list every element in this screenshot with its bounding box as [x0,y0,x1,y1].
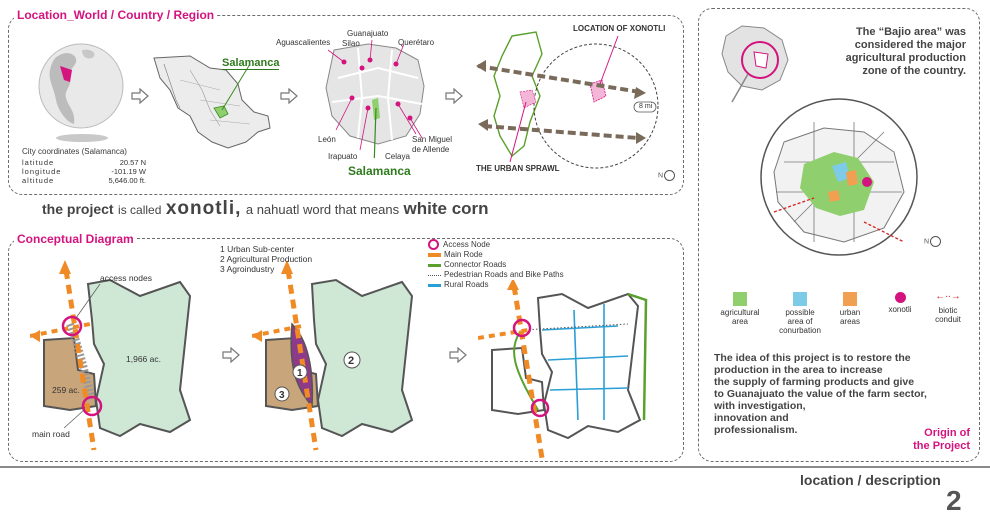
bajio-text [800,26,966,78]
headline-part4: a nahuatl word that means [245,202,400,217]
label-queretaro: Querétaro [398,38,435,47]
label-san-miguel-line1: San Miguel [412,135,453,144]
footer-divider [0,466,990,468]
page-number: 2 [946,485,962,516]
zone-2-number: 2 [348,355,355,367]
label-aguascalientes: Aguascalientes [276,38,331,47]
label-san-miguel [412,135,452,155]
legend-row: Rural Roads [428,280,564,290]
concept-diagram-2 [252,260,422,460]
legend-row: Main Rode [428,250,564,260]
headline-part1: the project [42,201,114,217]
coord-row: longitude -101.19 W [22,167,146,176]
country-salamanca-label: Salamanca [222,57,280,69]
location-of-xonotli-label: LOCATION OF XONOTLI [573,24,666,33]
bajio-line: The “Bajio area” was [855,26,966,38]
zone-1-number: 1 [297,368,303,379]
arrow-right-icon [445,88,463,104]
agricultural-swatch [733,292,747,306]
label-leon: León [318,135,336,144]
idea-line: professionalism. [714,424,798,436]
label-celaya: Celaya [385,152,410,161]
urban-sprawl-label: THE URBAN SPRAWL [476,164,560,173]
access-nodes-label: access nodes [100,273,152,283]
arrow-right-icon [449,347,467,363]
legend-conurbation: possible area of conurbation [772,292,828,335]
idea-text [714,352,976,436]
bajio-line: agricultural production [845,52,966,64]
region-salamanca-label: Salamanca [348,164,411,178]
distance-label: 8 mi [639,103,653,110]
zone-3-number: 3 [279,390,285,401]
bajio-line: zone of the country. [862,65,966,77]
globe-graphic [36,40,126,144]
arrow-right-icon [222,347,240,363]
globe-shadow [56,134,108,142]
area-large-label: 1,966 ac. [126,354,161,364]
coord-row: latitude 20.57 N [22,158,146,167]
zones-list [220,244,312,274]
label-guanajuato: Guanajuato [347,29,389,38]
headline-part2: is called [118,203,162,217]
coord-row: altitude 5,646.00 ft. [22,176,146,185]
connector-road-swatch [428,264,441,267]
idea-line: the supply of farming products and give [714,376,915,388]
legend-urban: urban areas [822,292,878,326]
legend-biotic: ←∙∙→ biotic conduit [920,292,976,324]
footer-text: location / description [800,472,941,488]
legend-row: Pedestrian Roads and Bike Paths [428,270,564,280]
biotic-conduit-arrow-icon: ←∙∙→ [935,291,961,302]
legend-xonotli: xonotli [872,292,928,314]
headline [42,198,489,220]
coords-title: City coordinates (Salamanca) [22,147,127,156]
legend-agricultural: agricultural area [712,292,768,326]
conurbation-swatch [793,292,807,306]
main-road-swatch [428,253,441,257]
idea-line: The idea of this project is to restore the [714,352,911,364]
label-san-miguel-line2: de Allende [412,145,450,154]
bajio-line: considered the major [854,39,966,51]
bajio-region-map [754,92,924,262]
north-arrow-icon: N [658,170,675,181]
coords-table [22,158,146,185]
idea-line: to Guanajuato the value of the farm sector, [714,388,927,400]
access-node-icon [428,239,439,250]
label-irapuato: Irapuato [328,152,358,161]
rural-road-swatch [428,284,441,287]
legend-row: Access Node [428,239,564,250]
headline-part3: xonotli, [165,198,242,219]
north-arrow-icon: N [924,236,941,247]
idea-line: with investigation, [714,400,806,412]
zone-item: 2 Agricultural Production [220,254,313,264]
conceptual-title: Conceptual Diagram [14,232,137,246]
area-small-label: 259 ac. [52,385,80,395]
legend-row: Connector Roads [428,260,564,270]
zone-item: 3 Agroindustry [220,264,275,274]
label-silao: Silao [342,39,360,48]
globe-sphere [39,44,123,128]
pedestrian-road-swatch [428,275,441,276]
zone-item: 1 Urban Sub-center [220,244,295,254]
urban-swatch [843,292,857,306]
idea-line: production in the area to increase [714,364,883,376]
main-road-label: main road [32,429,70,439]
xonotli-dot [895,292,906,303]
headline-part5: white corn [403,199,489,218]
concept-diagram-3 [478,280,678,460]
arrow-right-icon [280,88,298,104]
arrow-right-icon [131,88,149,104]
location-title: Location_World / Country / Region [14,8,217,22]
idea-line: innovation and [714,412,789,424]
origin-title: Origin of the Project [890,427,970,453]
